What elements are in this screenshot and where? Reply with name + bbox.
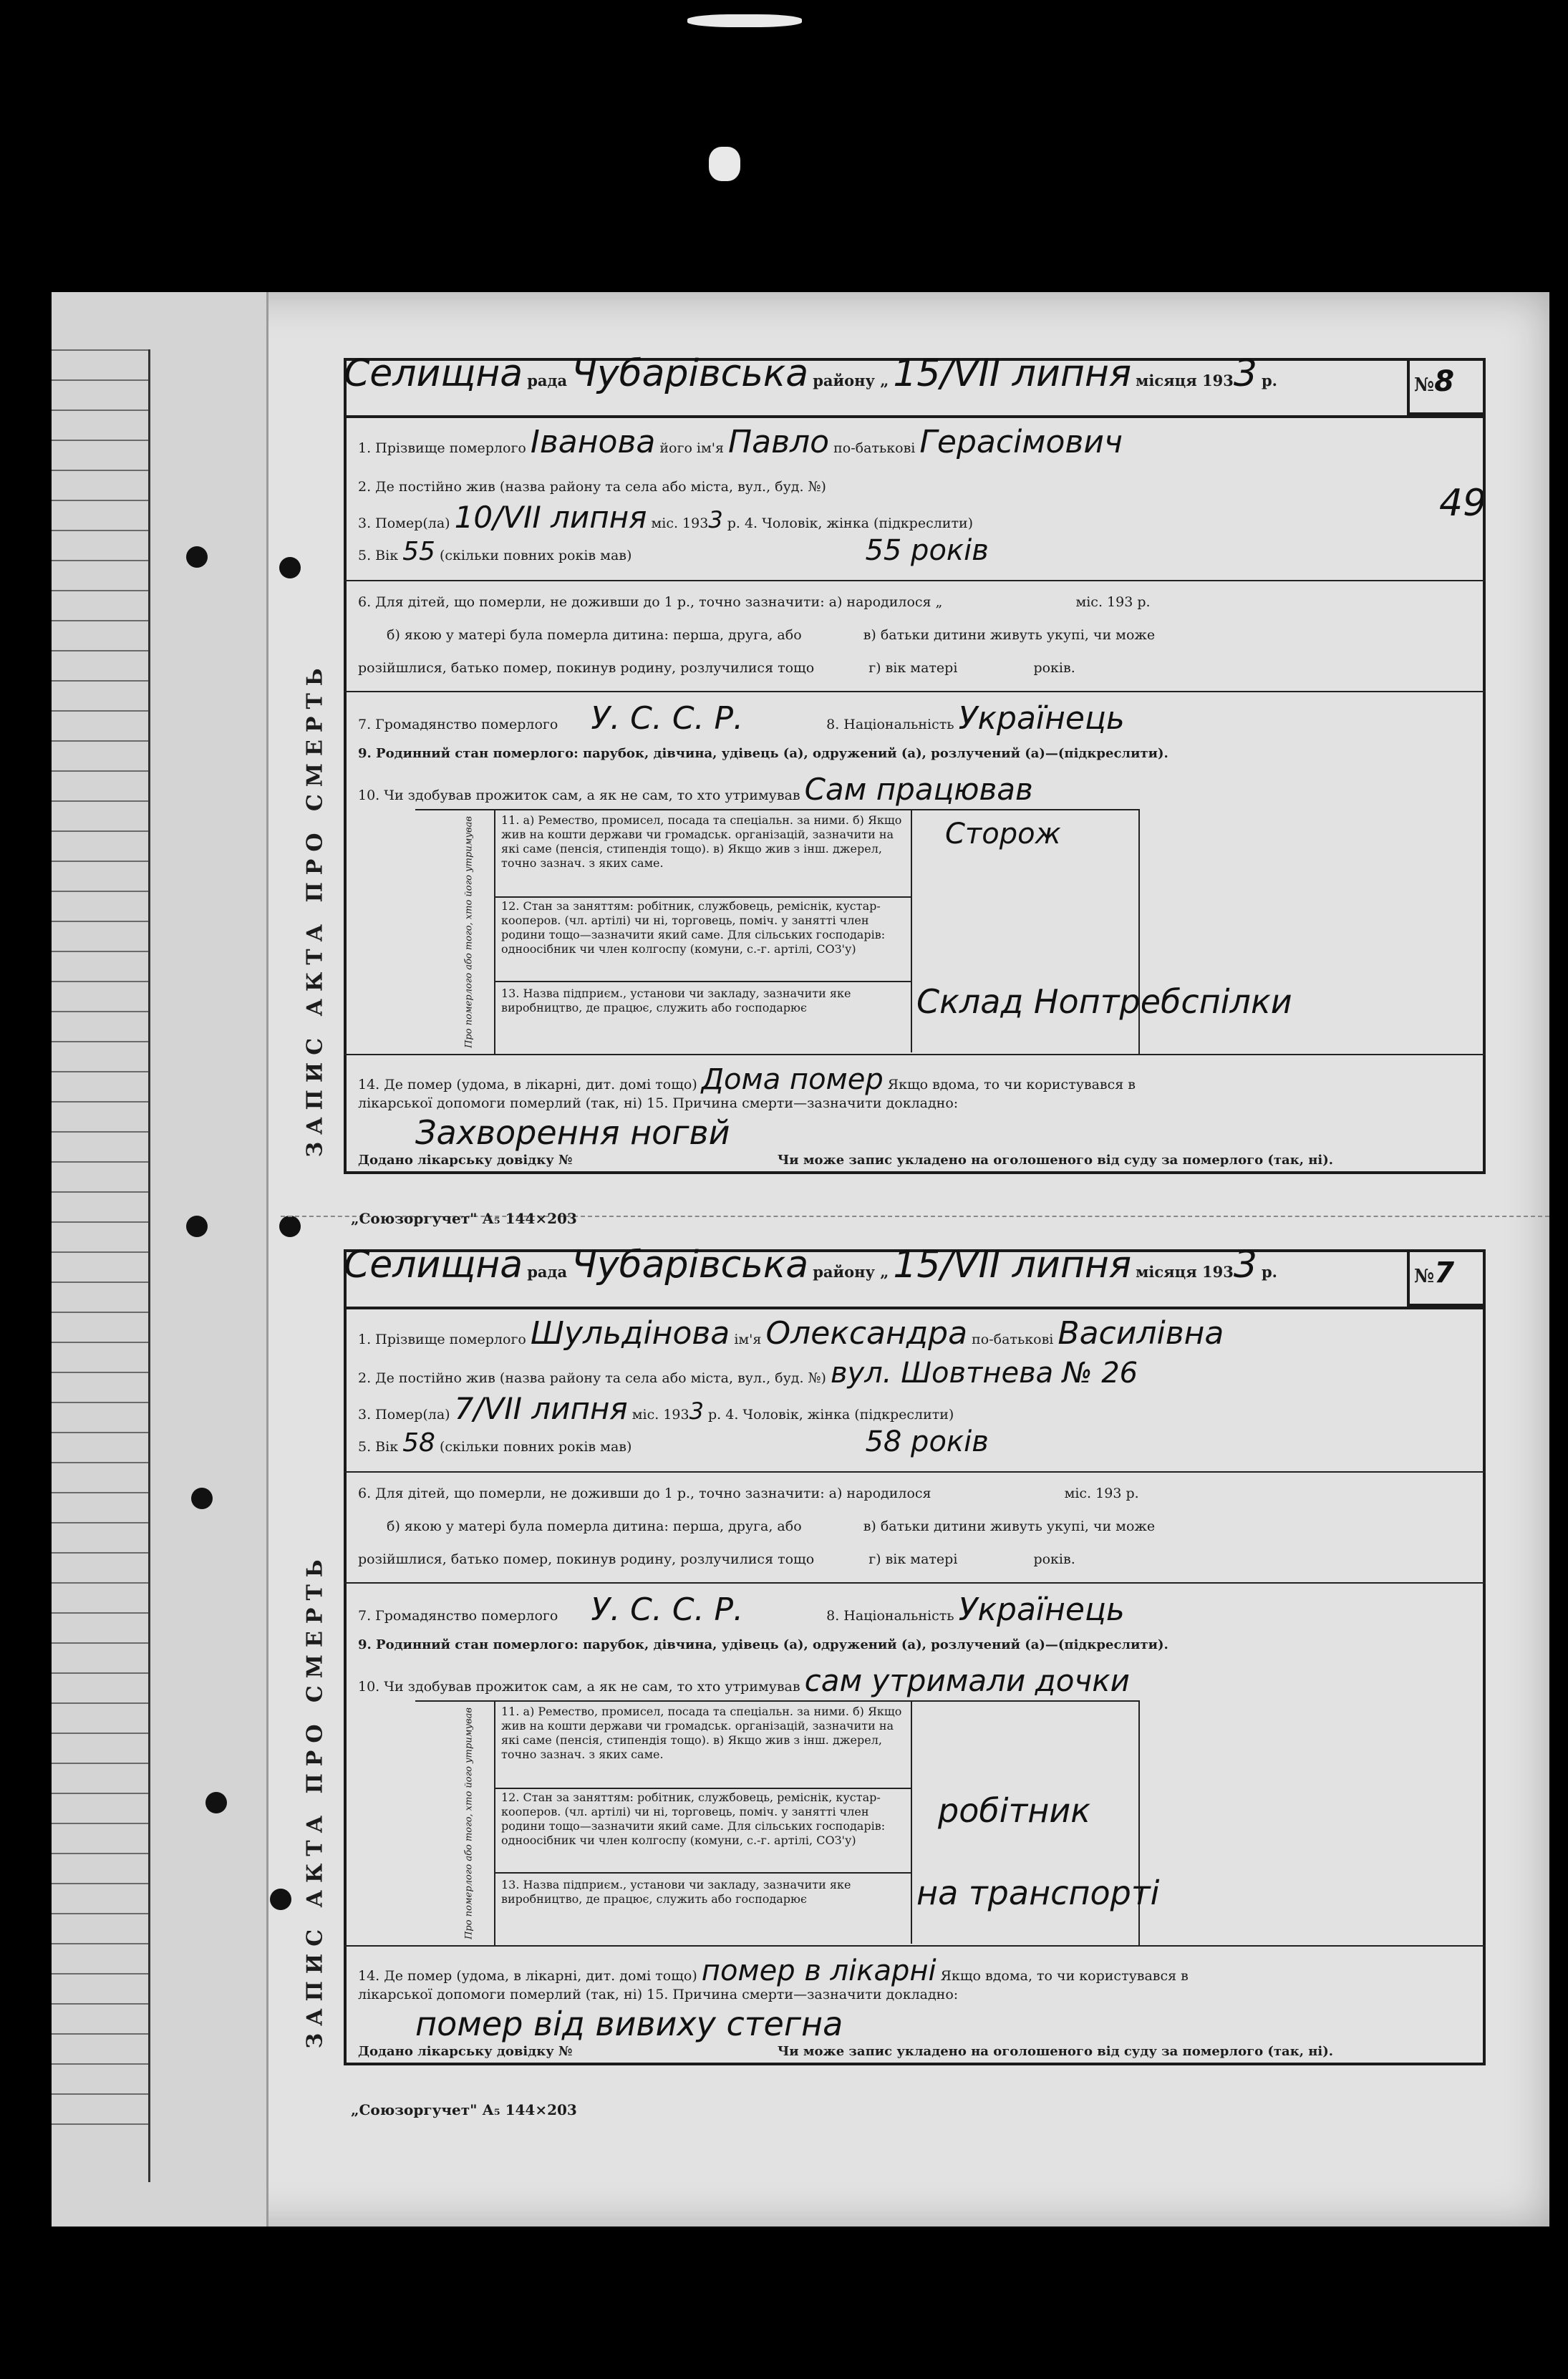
- field-citizenship: 7. Громадянство померлого У. С. С. Р. 8. Національність Українець: [358, 700, 1125, 737]
- field-infant-3: розійшлися, батько помер, покинув родину, розлучилися тощо г) вік матері років.: [358, 1551, 1075, 1567]
- ledger-rule: [52, 1191, 148, 1193]
- rule: [344, 1582, 1486, 1584]
- ledger-rule: [52, 530, 148, 531]
- ledger-rule: [52, 2123, 148, 2125]
- ledger-rule: [52, 1973, 148, 1975]
- ledger-rule: [52, 1642, 148, 1644]
- field-cause: Захворення ногвй: [415, 1113, 730, 1152]
- ledger-rule: [52, 740, 148, 742]
- ledger-rule: [52, 1763, 148, 1764]
- death-record-record1: [286, 352, 1486, 1174]
- workplace-cell: 13. Назва підприєм., установи чи закладу, зазначити яке виробництво, де працює, служить або господарює: [494, 1872, 912, 1944]
- ledger-rule: [52, 861, 148, 862]
- ledger-rule: [52, 1131, 148, 1133]
- ledger-rule: [52, 1251, 148, 1253]
- form-imprint: „Союзоргучет" А₅ 144×203: [351, 2101, 577, 2118]
- ledger-rule: [52, 1312, 148, 1313]
- council-name: Селищна: [344, 1244, 523, 1287]
- field-date-of-death: 3. Помер(ла) 10/VII липня міс. 1933 р. 4. Чоловік, жінка (підкреслити): [358, 500, 974, 535]
- record-header: Селищна рада Чубарівська району „ 15/VII липня місяця 1933 р.: [344, 352, 1277, 395]
- field-age: 5. Вік 58 (скільки повних років мав) 58 років: [358, 1425, 989, 1458]
- header-rule: [344, 415, 1486, 418]
- ledger-rule: [52, 1823, 148, 1824]
- occupation-value: Сторож: [945, 818, 1061, 851]
- ledger-rule: [52, 1011, 148, 1012]
- ledger-rule: [52, 1221, 148, 1223]
- record-number-box: №7: [1407, 1249, 1486, 1307]
- ledger-rule: [52, 1793, 148, 1794]
- ledger-rule: [52, 1883, 148, 1884]
- ledger-rule: [52, 680, 148, 682]
- rule: [344, 1471, 1486, 1473]
- ledger-rule: [52, 981, 148, 982]
- ledger-rule: [52, 1071, 148, 1072]
- ledger-rule: [52, 1612, 148, 1614]
- ledger-rule: [52, 2093, 148, 2095]
- field-surname: 1. Прізвище померлого Шульдінова ім'я Олександра по-батькові Василівна: [358, 1315, 1224, 1352]
- field-marital: 9. Родинний стан померлого: парубок, дівчина, удівець (а), одружений (а), розлучений (а)—(підкреслити).: [358, 1637, 1168, 1652]
- binding-strip: [52, 292, 268, 2227]
- punch-hole: [186, 546, 208, 568]
- ledger-rule: [52, 891, 148, 892]
- field-citizenship: 7. Громадянство померлого У. С. С. Р. 8. Національність Українець: [358, 1591, 1125, 1628]
- punch-hole: [186, 1216, 208, 1237]
- workplace-value: Склад Ноптребспілки: [916, 982, 1292, 1021]
- ledger-rule: [52, 2063, 148, 2065]
- ledger-rule: [52, 1582, 148, 1584]
- ledger-rule: [52, 2033, 148, 2035]
- ledger-rule: [52, 1462, 148, 1463]
- occupation-cell: 11. а) Ремество, промисел, посада та спеціальн. за ними. б) Якщо жив на кошти держави чи громадськ. організацій, зазначити на які саме (пенсія, стипендія тощо). в) Якщо жив з інш. джерел, точно зазнач. з яких саме.: [494, 810, 912, 898]
- film-mark: [709, 147, 740, 181]
- ledger-rule: [52, 379, 148, 381]
- occupation-table: [415, 1700, 1160, 1947]
- ledger-rule: [52, 1913, 148, 1914]
- record-date: 15/VII липня: [893, 352, 1132, 395]
- ledger-rule: [52, 1342, 148, 1343]
- ledger-rule: [52, 410, 148, 411]
- status-cell: 12. Стан за заняттям: робітник, службовець, реміснік, кустар-кооперов. (чл. артілі) чи ні, торговець, поміч. у занятті член родини тощо—зазначити який саме. Для сільських господарів: одноосібник чи член колгоспу (комуни, с.-г. артілі, СОЗ'у): [494, 896, 912, 982]
- record-side-title: ЗАПИС АКТА ПРО СМЕРТЬ: [302, 661, 328, 1158]
- ledger-rule: [52, 1161, 148, 1163]
- ledger-rule: [52, 650, 148, 651]
- ledger-rule: [52, 1943, 148, 1944]
- margin-line: [148, 349, 150, 2182]
- occupation-side-label: Про померлого або того, хто його утримував: [444, 810, 495, 1054]
- field-infant-3: розійшлися, батько помер, покинув родину, розлучилися тощо г) вік матері років.: [358, 660, 1075, 676]
- field-cause: помер від вивиху стегна: [415, 2005, 843, 2043]
- ledger-rule: [52, 1101, 148, 1103]
- field-infant-1: 6. Для дітей, що померли, не доживши до 1 р., точно зазначити: а) народилося міс. 193 р.: [358, 1486, 1139, 1501]
- record-date: 15/VII липня: [893, 1244, 1132, 1287]
- field-residence: 2. Де постійно жив (назва району та села або міста, вул., буд. №) вул. Шовтнева № 26: [358, 1357, 1138, 1390]
- field-infant-2: б) якою у матері була померла дитина: перша, друга, або в) батьки дитини живуть укупі, чи може: [387, 1518, 1156, 1534]
- ledger-rule: [52, 349, 148, 351]
- workplace-cell: 13. Назва підприєм., установи чи закладу, зазначити яке виробництво, де працює, служить або господарює: [494, 981, 912, 1052]
- occupation-cell: 11. а) Ремество, промисел, посада та спеціальн. за ними. б) Якщо жив на кошти держави чи громадськ. організацій, зазначити на які саме (пенсія, стипендія тощо). в) Якщо жив з інш. джерел, точно зазнач. з яких саме.: [494, 1702, 912, 1789]
- field-age: 5. Вік 55 (скільки повних років мав) 55 років: [358, 534, 989, 567]
- field-marital: 9. Родинний стан померлого: парубок, дівчина, удівець (а), одружений (а), розлучений (а)—(підкреслити).: [358, 746, 1168, 761]
- ledger-rule: [52, 590, 148, 591]
- field-infant-1: 6. Для дітей, що померли, не доживши до 1 р., точно зазначити: а) народилося „ міс. 193 р.: [358, 594, 1151, 610]
- rule: [344, 691, 1486, 692]
- ledger-rule: [52, 1733, 148, 1734]
- field-infant-2: б) якою у матері була померла дитина: перша, друга, або в) батьки дитини живуть укупі, чи може: [387, 627, 1156, 643]
- ledger-rule: [52, 951, 148, 952]
- punch-hole: [191, 1488, 213, 1509]
- ledger-rule: [52, 440, 148, 441]
- ledger-rule: [52, 1372, 148, 1373]
- ledger-rule: [52, 1402, 148, 1403]
- status-value: робітник: [938, 1791, 1091, 1830]
- field-cause-label: лікарської допомоги померлий (так, ні) 15. Причина смерти—зазначити докладно:: [358, 1095, 959, 1111]
- status-cell: 12. Стан за заняттям: робітник, службовець, реміснік, кустар-кооперов. (чл. артілі) чи ні, торговець, поміч. у занятті член родини тощо—зазначити який саме. Для сільських господарів: одноосібник чи член колгоспу (комуни, с.-г. артілі, СОЗ'у): [494, 1788, 912, 1874]
- workplace-value: на транспорті: [916, 1874, 1160, 1912]
- ledger-rule: [52, 470, 148, 471]
- header-rule: [344, 1307, 1486, 1309]
- ledger-rule: [52, 1492, 148, 1493]
- ledger-rule: [52, 800, 148, 802]
- death-record-record2: [286, 1244, 1486, 2065]
- field-place-of-death: 14. Де помер (удома, в лікарні, дит. домі тощо) помер в лікарні Якщо вдома, то чи користувався в: [358, 1954, 1189, 1987]
- rule: [344, 1054, 1486, 1055]
- record-footer: Додано лікарську довідку № Чи може запис укладено на оголошеного від суду за померлого (так, ні).: [358, 2044, 1334, 2059]
- council-name: Селищна: [344, 352, 523, 395]
- ledger-rule: [52, 1552, 148, 1554]
- ledger-rule: [52, 1432, 148, 1433]
- record-footer: Додано лікарську довідку № Чи може запис укладено на оголошеного від суду за померлого (так, ні).: [358, 1153, 1334, 1168]
- ledger-rule: [52, 770, 148, 772]
- film-mark: [687, 14, 802, 27]
- ledger-rule: [52, 1522, 148, 1523]
- ledger-rule: [52, 1702, 148, 1704]
- rule: [344, 1945, 1486, 1947]
- district-name: Чубарівська: [571, 1244, 809, 1287]
- ledger-rule: [52, 560, 148, 561]
- record-number-box: №8: [1407, 358, 1486, 415]
- record-header: Селищна рада Чубарівська району „ 15/VII липня місяця 1933 р.: [344, 1244, 1277, 1287]
- ledger-rule: [52, 1672, 148, 1674]
- ledger-rule: [52, 921, 148, 922]
- ledger-rule: [52, 710, 148, 712]
- field-residence: 2. Де постійно жив (назва району та села або міста, вул., буд. №): [358, 479, 826, 495]
- field-support: 10. Чи здобував прожиток сам, а як не сам, то хто утримував сам утримали дочки: [358, 1663, 1130, 1698]
- field-surname: 1. Прізвище померлого Іванова його ім'я Павло по-батькові Герасімович: [358, 424, 1123, 460]
- rule: [344, 580, 1486, 581]
- ledger-rule: [52, 1041, 148, 1042]
- field-support: 10. Чи здобував прожиток сам, а як не сам, то хто утримував Сам працював: [358, 772, 1033, 807]
- ledger-rule: [52, 2003, 148, 2005]
- record-side-title: ЗАПИС АКТА ПРО СМЕРТЬ: [302, 1552, 328, 2049]
- punch-hole: [205, 1792, 227, 1813]
- ledger-rule: [52, 1281, 148, 1283]
- field-date-of-death: 3. Помер(ла) 7/VII липня міс. 1933 р. 4. Чоловік, жінка (підкреслити): [358, 1391, 954, 1426]
- field-cause-label: лікарської допомоги померлий (так, ні) 15. Причина смерти—зазначити докладно:: [358, 1987, 959, 2002]
- occupation-side-label: Про померлого або того, хто його утримував: [444, 1702, 495, 1945]
- ledger-rule: [52, 500, 148, 501]
- ledger-rule: [52, 1853, 148, 1854]
- field-place-of-death: 14. Де помер (удома, в лікарні, дит. домі тощо) Дома помер Якщо вдома, то чи користувався в: [358, 1063, 1136, 1096]
- page-number: 49: [1439, 482, 1487, 525]
- occupation-table: [415, 809, 1292, 1055]
- ledger-rule: [52, 830, 148, 832]
- ledger-rule: [52, 620, 148, 621]
- district-name: Чубарівська: [571, 352, 809, 395]
- form-imprint: „Союзоргучет" А₅ 144×203: [351, 1210, 577, 1227]
